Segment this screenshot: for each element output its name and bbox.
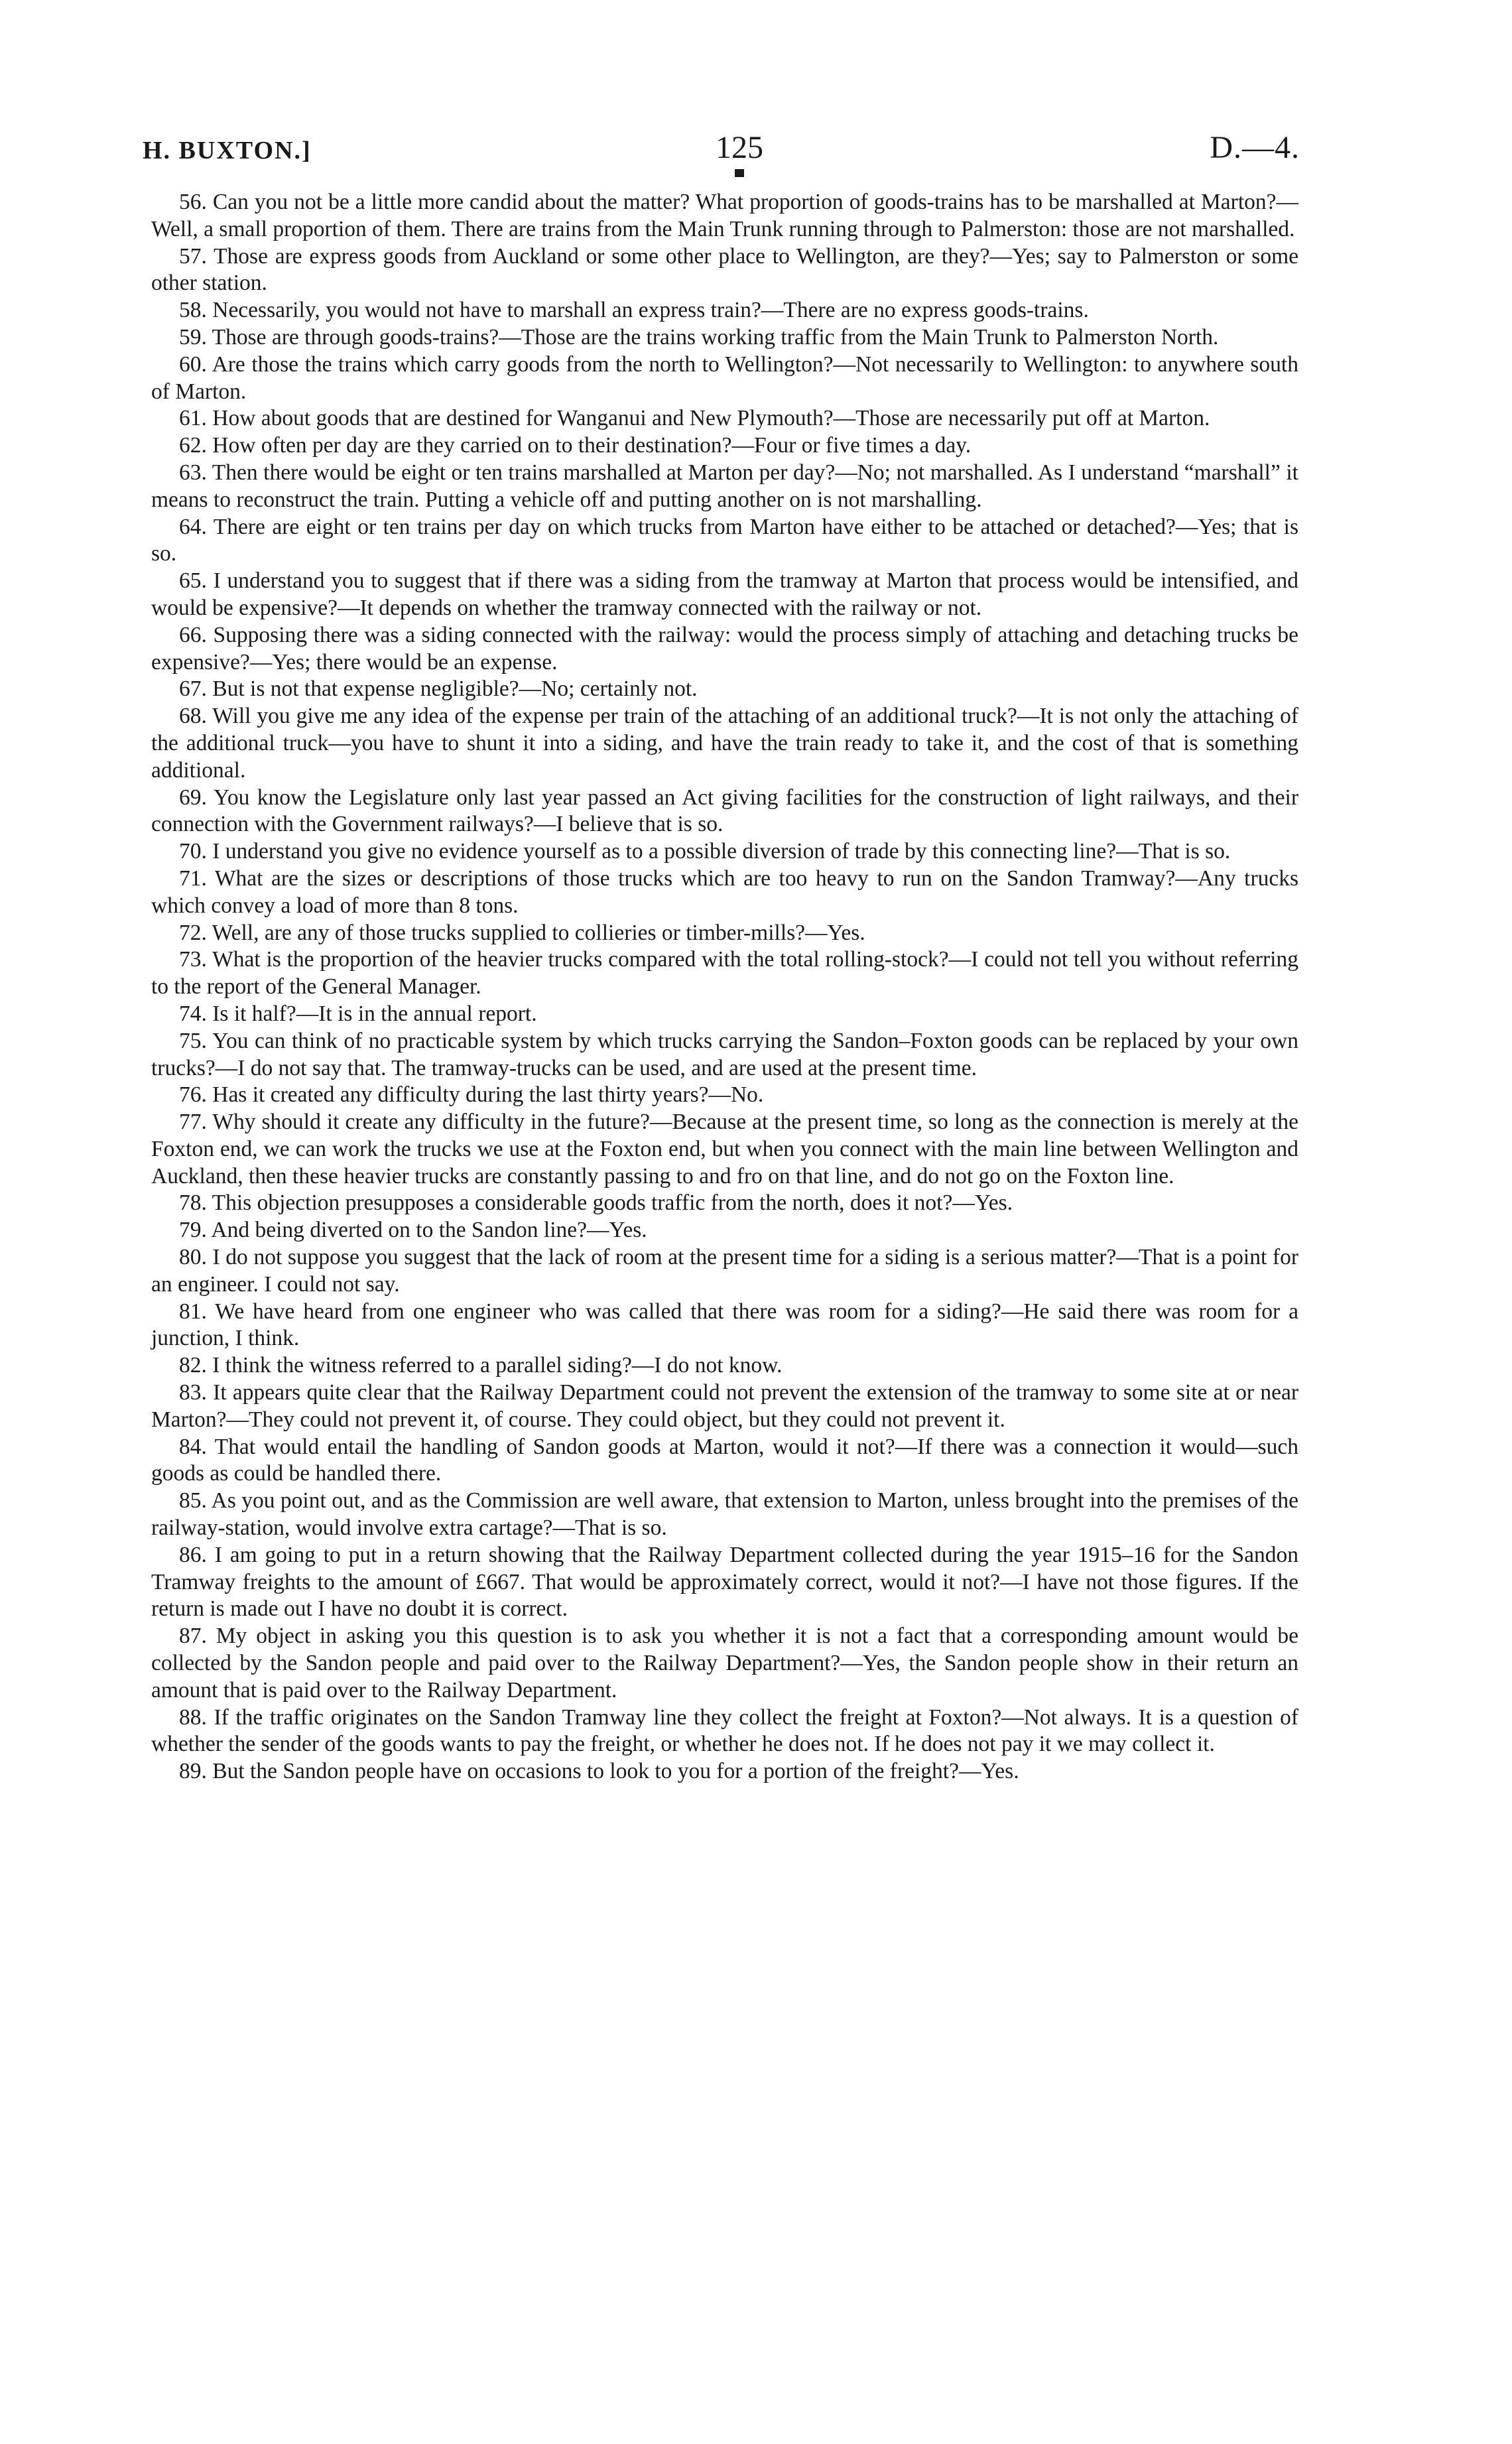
question-answer-text: And being diverted on to the Sandon line?—Yes. <box>211 1218 647 1243</box>
question-answer-text: That would entail the handling of Sandon goods at Marton, would it not?—If there was a connection it would—such goods as could be handled there. <box>151 1434 1298 1486</box>
question-answer-text: I understand you to suggest that if there was a siding from the tramway at Marton that process would be intensified, and would be expensive?—It depends on whether the tramway connected with the railway or not. <box>151 568 1299 620</box>
question-answer-paragraph <box>151 324 1298 352</box>
question-number: 70. <box>179 839 207 864</box>
question-answer-text: Then there would be eight or ten trains marshalled at Marton per day?—No; not marshalled. As I understand “marshall” it means to reconstruct the train. Putting a vehicle off and putting another on is not marshalling. <box>151 460 1298 512</box>
question-answer-paragraph <box>151 405 1298 432</box>
question-answer-text: How about goods that are destined for Wanganui and New Plymouth?—Those are necessarily put off at Marton. <box>212 406 1210 431</box>
question-number: 63. <box>179 460 207 485</box>
question-answer-text: What is the proportion of the heavier trucks compared with the total rolling-stock?—I could not tell you without referring to the report of the General Manager. <box>151 947 1298 999</box>
question-number: 72. <box>179 920 207 945</box>
question-answer-text: You know the Legislature only last year passed an Act giving facilities for the construction of light railways, and their connection with the Government railways?—I believe that is so. <box>151 785 1298 837</box>
question-number: 61. <box>179 406 207 431</box>
question-answer-paragraph <box>151 920 1298 947</box>
question-number: 64. <box>179 514 207 539</box>
question-number: 80. <box>179 1245 207 1270</box>
question-answer-paragraph <box>151 352 1298 406</box>
question-answer-text: Has it created any difficulty during the last thirty years?—No. <box>212 1082 764 1108</box>
question-answer-text: Is it half?—It is in the annual report. <box>212 1001 537 1026</box>
question-answer-text: Are those the trains which carry goods from the north to Wellington?—Not necessarily to Wellington: to anywhere south of Marton. <box>151 352 1298 404</box>
question-number: 81. <box>179 1299 207 1324</box>
question-answer-paragraph <box>151 785 1298 839</box>
question-number: 58. <box>179 298 207 323</box>
question-answer-paragraph <box>151 1001 1298 1028</box>
question-number: 86. <box>179 1542 207 1567</box>
question-answer-text: My object in asking you this question is to ask you whether it is not a fact that a corresponding amount would be collected by the Sandon people and paid over to the Railway Department?—Yes, the Sandon people show in their return an amount that is paid over to the Railway Department. <box>151 1624 1299 1703</box>
testimony-body <box>151 189 1298 1785</box>
question-answer-paragraph <box>151 460 1298 514</box>
question-number: 78. <box>179 1190 207 1216</box>
question-answer-text: Will you give me any idea of the expense per train of the attaching of an additional truck?—It is not only the attaching of the additional truck—you have to shunt it into a siding, and have the train ready to take it, and the cost of that is something additional. <box>151 704 1298 783</box>
question-answer-paragraph <box>151 1758 1298 1785</box>
question-answer-text: Necessarily, you would not have to marshall an express train?—There are no express goods-trains. <box>212 298 1089 323</box>
question-number: 83. <box>179 1380 207 1405</box>
question-answer-paragraph <box>151 946 1298 1001</box>
question-number: 74. <box>179 1001 207 1026</box>
question-answer-paragraph <box>151 1704 1298 1759</box>
question-number: 73. <box>179 947 207 972</box>
print-mark <box>735 169 744 177</box>
question-answer-text: You can think of no practicable system by which trucks carrying the Sandon–Foxton goods can be replaced by your own trucks?—I do not say that. The tramway-trucks can be used, and are used at the present time. <box>151 1028 1298 1080</box>
question-answer-paragraph <box>151 568 1298 622</box>
question-answer-text: Those are through goods-trains?—Those are the trains working traffic from the Main Trunk to Palmerston North. <box>212 324 1219 350</box>
question-number: 89. <box>179 1759 207 1784</box>
question-answer-paragraph <box>151 297 1298 324</box>
question-number: 85. <box>179 1488 207 1513</box>
question-number: 56. <box>179 190 207 214</box>
question-answer-text: Those are express goods from Auckland or some other place to Wellington, are they?—Yes; say to Palmerston or some other station. <box>151 243 1298 296</box>
question-answer-paragraph <box>151 1190 1298 1217</box>
question-answer-text: Supposing there was a siding connected with the railway: would the process simply of attaching and detaching trucks be expensive?—Yes; there would be an expense. <box>151 622 1299 675</box>
question-answer-text: But is not that expense negligible?—No; certainly not. <box>212 676 698 702</box>
question-number: 88. <box>179 1704 207 1730</box>
question-answer-paragraph <box>151 243 1298 298</box>
question-answer-text: As you point out, and as the Commission are well aware, that extension to Marton, unless brought into the premises of the railway-station, would involve extra cartage?—That is so. <box>151 1488 1298 1541</box>
question-answer-text: I am going to put in a return showing that the Railway Department collected during the year 1915–16 for the Sandon Tramway freights to the amount of £667. That would be approximately correct, would it not?—I have not those figures. If the return is made out I have no doubt it is correct. <box>151 1542 1298 1622</box>
question-number: 75. <box>179 1028 207 1053</box>
question-answer-paragraph <box>151 1380 1298 1434</box>
question-answer-text: There are eight or ten trains per day on which trucks from Marton have either to be attached or detached?—Yes; that is so. <box>151 514 1298 566</box>
question-answer-text: How often per day are they carried on to their destination?—Four or five times a day. <box>212 433 972 458</box>
document-reference: D.—4. <box>1210 130 1300 165</box>
question-answer-paragraph <box>151 1542 1298 1623</box>
question-number: 59. <box>179 324 207 350</box>
question-answer-paragraph <box>151 1488 1298 1542</box>
question-answer-text: If the traffic originates on the Sandon Tramway line they collect the freight at Foxton?—Not always. It is a question of whether the sender of the goods wants to pay the freight, or whether he does not. If he does not pay it we may collect it. <box>151 1704 1298 1757</box>
question-answer-paragraph <box>151 1299 1298 1353</box>
question-answer-paragraph <box>151 1434 1298 1488</box>
question-answer-text: I do not suppose you suggest that the lack of room at the present time for a siding is a serious matter?—That is a point for an engineer. I could not say. <box>151 1245 1298 1297</box>
page-number: 125 <box>716 130 763 165</box>
question-number: 68. <box>179 704 207 729</box>
question-number: 82. <box>179 1353 207 1378</box>
question-answer-paragraph <box>151 1244 1298 1299</box>
question-answer-text: Well, are any of those trucks supplied to collieries or timber-mills?—Yes. <box>212 920 865 945</box>
question-number: 84. <box>179 1434 207 1459</box>
question-number: 71. <box>179 866 207 891</box>
question-answer-paragraph <box>151 189 1298 243</box>
question-answer-text: This objection presupposes a considerable goods traffic from the north, does it not?—Yes. <box>212 1190 1013 1216</box>
page-header <box>0 129 1512 182</box>
question-answer-text: But the Sandon people have on occasions to look to you for a portion of the freight?—Yes. <box>212 1759 1019 1784</box>
question-answer-text: I think the witness referred to a parallel siding?—I do not know. <box>212 1353 783 1378</box>
question-number: 87. <box>179 1624 207 1649</box>
question-number: 67. <box>179 676 207 702</box>
witness-name: H. BUXTON.] <box>143 137 312 164</box>
question-number: 69. <box>179 785 207 810</box>
question-answer-paragraph <box>151 838 1298 866</box>
question-number: 77. <box>179 1110 207 1135</box>
question-answer-text: It appears quite clear that the Railway Department could not prevent the extension of the tramway to some site at or near Marton?—They could not prevent it, of course. They could object, but they could not prevent it. <box>151 1380 1299 1432</box>
question-answer-paragraph <box>151 514 1298 568</box>
question-answer-paragraph <box>151 866 1298 920</box>
question-number: 76. <box>179 1082 207 1108</box>
question-number: 62. <box>179 433 207 458</box>
question-answer-text: Why should it create any difficulty in the future?—Because at the present time, so long as the connection is merely at the Foxton end, we can work the trucks we use at the Foxton end, but when you connect with the main line between Wellington and Auckland, then these heavier trucks are constantly passing to and fro on that line, and do not go on the Foxton line. <box>151 1110 1298 1189</box>
question-answer-text: Can you not be a little more candid about the matter? What proportion of goods-trains has to be marshalled at Marton?—Well, a small proportion of them. There are trains from the Main Trunk running through to Palmerston: those are not marshalled. <box>151 190 1299 241</box>
question-answer-paragraph <box>151 622 1298 676</box>
question-number: 66. <box>179 622 207 647</box>
question-answer-text: What are the sizes or descriptions of those trucks which are too heavy to run on the Sandon Tramway?—Any trucks which convey a load of more than 8 tons. <box>151 866 1298 918</box>
question-answer-paragraph <box>151 1217 1298 1244</box>
question-answer-paragraph <box>151 1109 1298 1190</box>
question-answer-paragraph <box>151 676 1298 703</box>
question-number: 60. <box>179 352 207 377</box>
question-number: 79. <box>179 1218 207 1243</box>
question-number: 65. <box>179 568 207 594</box>
question-answer-paragraph <box>151 1352 1298 1380</box>
question-answer-paragraph <box>151 1082 1298 1109</box>
question-answer-paragraph <box>151 1623 1298 1704</box>
question-answer-text: I understand you give no evidence yourself as to a possible diversion of trade by this connecting line?—That is so. <box>212 839 1231 864</box>
question-number: 57. <box>179 243 207 269</box>
question-answer-text: We have heard from one engineer who was called that there was room for a siding?—He said there was room for a junction, I think. <box>151 1299 1298 1351</box>
question-answer-paragraph <box>151 1028 1298 1082</box>
question-answer-paragraph <box>151 703 1298 784</box>
question-answer-paragraph <box>151 432 1298 460</box>
